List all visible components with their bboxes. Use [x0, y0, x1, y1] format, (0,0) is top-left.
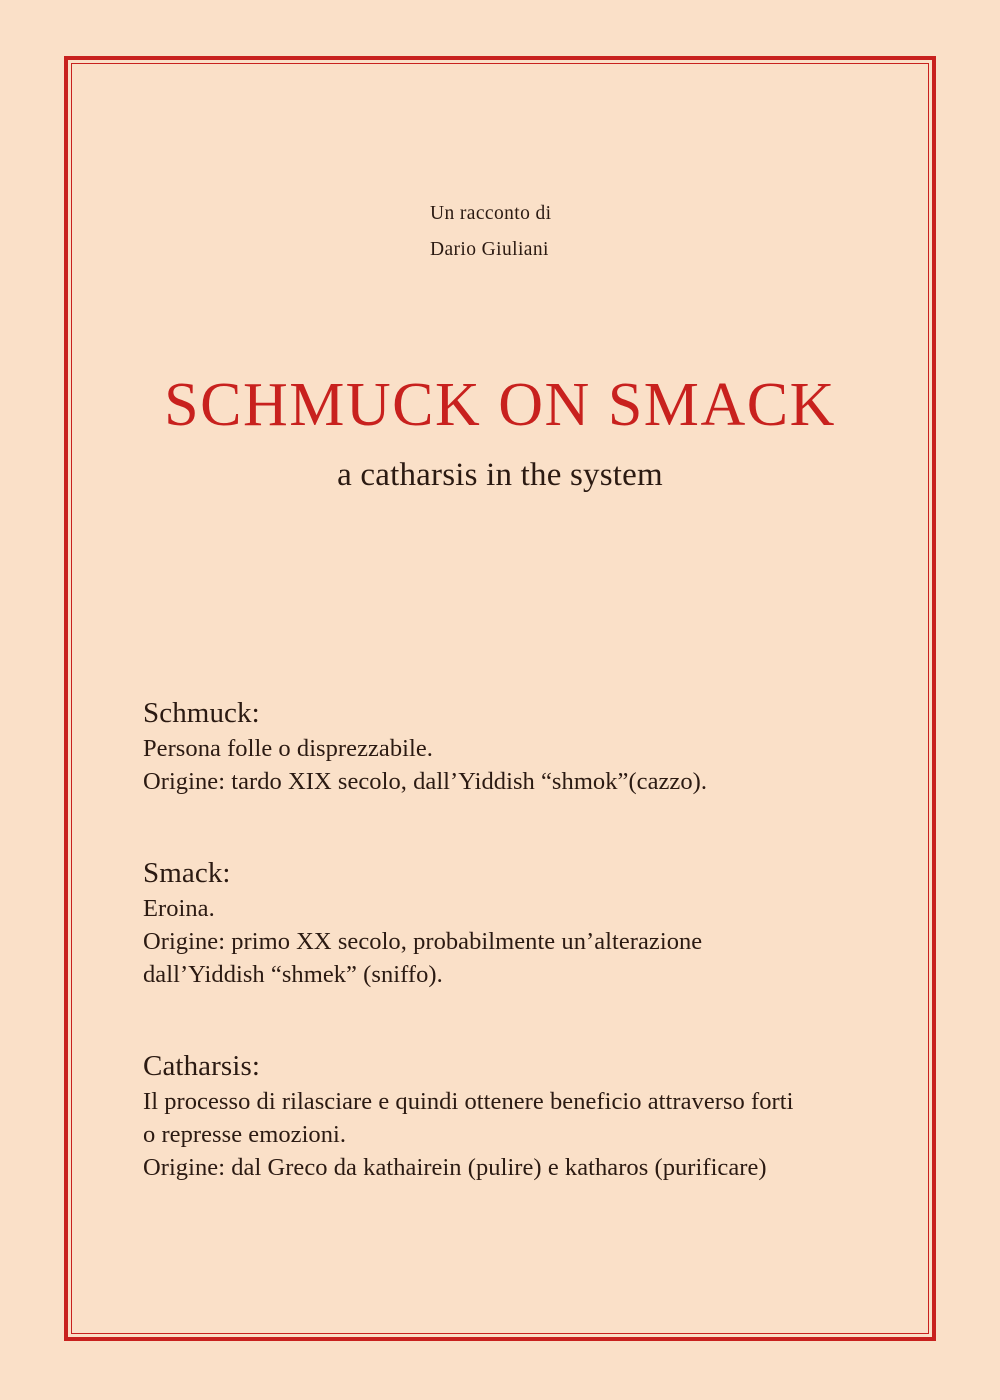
definition-line: Eroina.	[143, 895, 215, 922]
definition-line: Persona folle o disprezzabile.	[143, 735, 433, 762]
definition-line: o represse emozioni.	[143, 1121, 347, 1148]
page-subtitle: a catharsis in the system	[337, 457, 663, 493]
definition-line: dall’Yiddish “shmek” (sniffo).	[143, 961, 443, 988]
definition-term: Catharsis:	[143, 1050, 260, 1082]
definition-line: Origine: tardo XIX secolo, dall’Yiddish “shmok”(cazzo).	[143, 768, 708, 795]
definitions-list	[143, 694, 903, 1184]
definition-body	[143, 732, 903, 798]
byline	[430, 196, 551, 268]
definition-body	[143, 1085, 903, 1184]
definition-entry	[143, 694, 903, 798]
title-block	[0, 372, 1000, 496]
definition-body	[143, 892, 903, 991]
definition-line: Il processo di rilasciare e quindi ottenere beneficio attraverso forti	[143, 1088, 794, 1115]
definition-entry	[143, 1047, 903, 1184]
definition-line: Origine: dal Greco da kathairein (pulire) e katharos (purificare)	[143, 1154, 767, 1181]
page-title: SCHMUCK ON SMACK	[164, 371, 836, 439]
definition-term: Smack:	[143, 857, 231, 889]
definition-entry	[143, 854, 903, 991]
author-name: Dario Giuliani	[430, 239, 549, 260]
byline-label: Un racconto di	[430, 203, 552, 224]
definition-line: Origine: primo XX secolo, probabilmente un’alterazione	[143, 928, 703, 955]
definition-term: Schmuck:	[143, 697, 260, 729]
